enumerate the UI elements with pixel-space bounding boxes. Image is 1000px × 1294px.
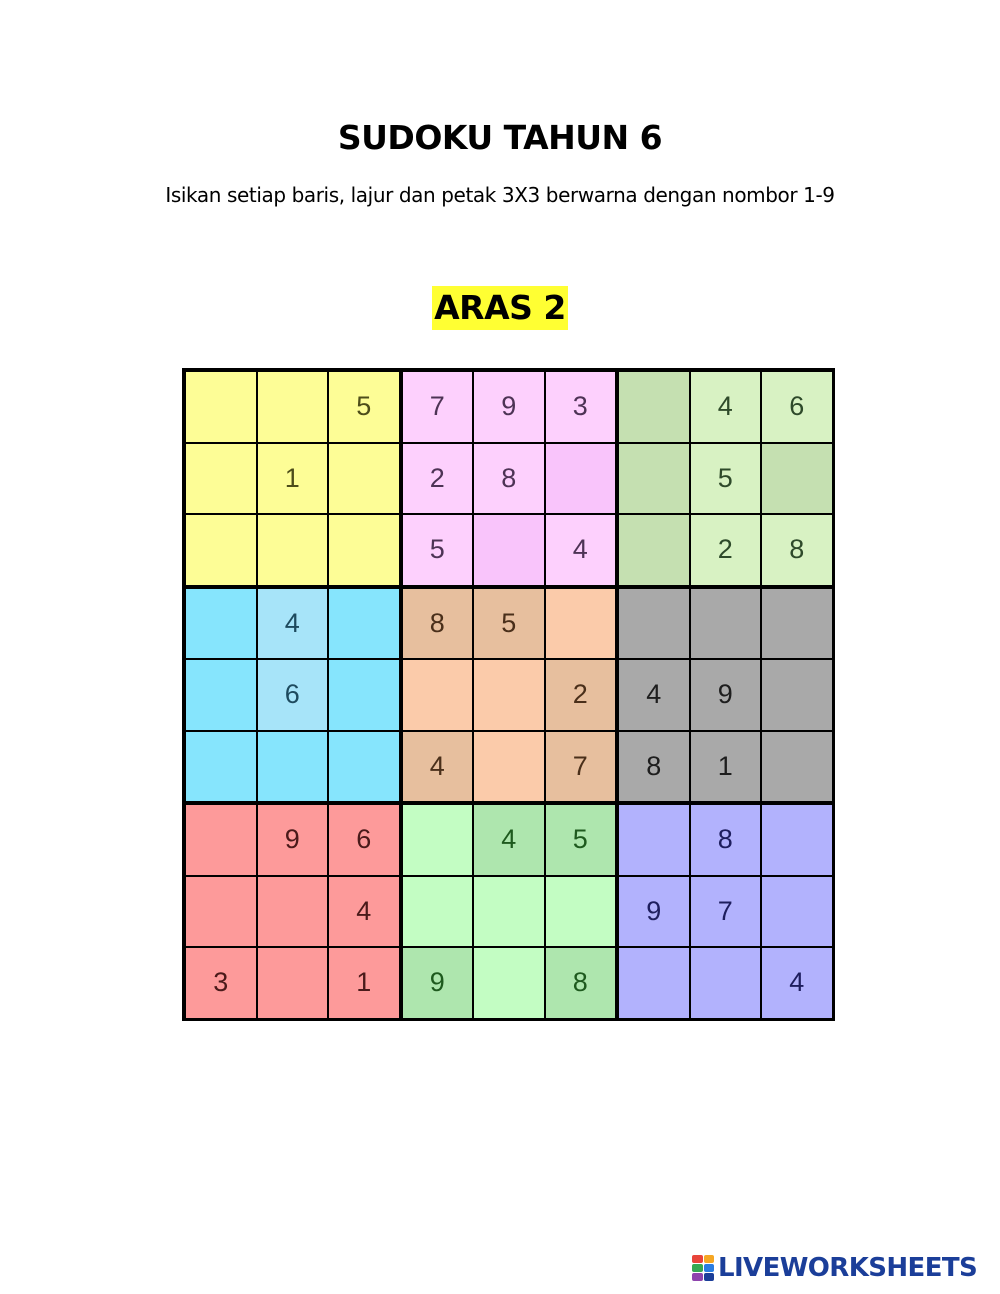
sudoku-cell[interactable] (329, 515, 399, 585)
sudoku-cell: 8 (546, 948, 616, 1018)
logo-square (704, 1255, 715, 1263)
sudoku-cell[interactable] (474, 877, 544, 947)
sudoku-cell[interactable] (546, 589, 616, 659)
sudoku-cell: 9 (619, 877, 689, 947)
sudoku-cell[interactable] (258, 877, 328, 947)
sudoku-cell: 7 (691, 877, 761, 947)
liveworksheets-logo-icon (692, 1255, 714, 1281)
sudoku-cell: 2 (691, 515, 761, 585)
sudoku-cell: 7 (403, 372, 473, 442)
sudoku-cell: 9 (691, 660, 761, 730)
sudoku-cell[interactable] (619, 515, 689, 585)
sudoku-cell[interactable] (762, 805, 832, 875)
level-label: ARAS 2 (432, 286, 568, 330)
sudoku-cell: 1 (258, 444, 328, 514)
sudoku-cell[interactable] (186, 515, 256, 585)
sudoku-cell: 9 (403, 948, 473, 1018)
sudoku-cell: 4 (762, 948, 832, 1018)
sudoku-cell[interactable] (546, 444, 616, 514)
sudoku-cell[interactable] (258, 372, 328, 442)
sudoku-cell: 3 (546, 372, 616, 442)
brand-name: LIVEWORKSHEETS (718, 1253, 978, 1283)
sudoku-cell[interactable] (619, 805, 689, 875)
logo-square (692, 1255, 703, 1263)
sudoku-cell[interactable] (329, 732, 399, 802)
logo-square (692, 1273, 703, 1281)
sudoku-cell[interactable] (403, 805, 473, 875)
sudoku-cell[interactable] (186, 732, 256, 802)
sudoku-cell[interactable] (186, 805, 256, 875)
sudoku-cell[interactable] (403, 877, 473, 947)
level-container (0, 286, 1000, 330)
sudoku-cell: 5 (546, 805, 616, 875)
logo-square (692, 1264, 703, 1272)
sudoku-cell[interactable] (186, 444, 256, 514)
sudoku-cell: 5 (474, 589, 544, 659)
sudoku-cell[interactable] (691, 948, 761, 1018)
sudoku-cell: 7 (546, 732, 616, 802)
sudoku-cell[interactable] (186, 877, 256, 947)
sudoku-cell[interactable] (258, 948, 328, 1018)
sudoku-cell: 6 (762, 372, 832, 442)
sudoku-cell[interactable] (474, 732, 544, 802)
sudoku-cell: 2 (546, 660, 616, 730)
sudoku-cell: 4 (546, 515, 616, 585)
sudoku-cell: 1 (691, 732, 761, 802)
sudoku-cell[interactable] (329, 660, 399, 730)
sudoku-cell[interactable] (619, 372, 689, 442)
sudoku-cell: 5 (329, 372, 399, 442)
sudoku-cell[interactable] (186, 372, 256, 442)
sudoku-cell[interactable] (258, 515, 328, 585)
sudoku-cell: 3 (186, 948, 256, 1018)
sudoku-cell[interactable] (762, 444, 832, 514)
sudoku-cell[interactable] (474, 948, 544, 1018)
sudoku-cell: 4 (619, 660, 689, 730)
sudoku-cell: 4 (403, 732, 473, 802)
sudoku-cell: 5 (691, 444, 761, 514)
sudoku-cell[interactable] (546, 877, 616, 947)
sudoku-cell: 8 (403, 589, 473, 659)
sudoku-cell: 8 (691, 805, 761, 875)
sudoku-cell[interactable] (762, 589, 832, 659)
sudoku-cell: 6 (258, 660, 328, 730)
sudoku-cell[interactable] (329, 444, 399, 514)
sudoku-cell[interactable] (619, 444, 689, 514)
sudoku-cell: 4 (258, 589, 328, 659)
sudoku-cell: 9 (474, 372, 544, 442)
sudoku-cell[interactable] (474, 660, 544, 730)
sudoku-cell: 8 (619, 732, 689, 802)
page-title: SUDOKU TAHUN 6 (337, 118, 663, 157)
sudoku-cell: 4 (691, 372, 761, 442)
sudoku-cell[interactable] (186, 589, 256, 659)
sudoku-cell[interactable] (691, 589, 761, 659)
sudoku-cell[interactable] (258, 732, 328, 802)
instruction-text: Isikan setiap baris, lajur dan petak 3X3 berwarna dengan nombor 1-9 (165, 183, 835, 207)
logo-square (704, 1273, 715, 1281)
sudoku-cell[interactable] (474, 515, 544, 585)
sudoku-cell: 8 (762, 515, 832, 585)
sudoku-cell[interactable] (186, 660, 256, 730)
footer-brand (692, 1253, 977, 1283)
sudoku-cell: 9 (258, 805, 328, 875)
sudoku-cell[interactable] (762, 660, 832, 730)
sudoku-cell[interactable] (329, 589, 399, 659)
sudoku-board (182, 368, 835, 1021)
sudoku-cell: 2 (403, 444, 473, 514)
sudoku-cell[interactable] (762, 877, 832, 947)
sudoku-cell: 4 (474, 805, 544, 875)
sudoku-cell: 1 (329, 948, 399, 1018)
sudoku-cell: 6 (329, 805, 399, 875)
sudoku-cell: 4 (329, 877, 399, 947)
sudoku-cell: 8 (474, 444, 544, 514)
sudoku-cell[interactable] (619, 948, 689, 1018)
sudoku-cell: 5 (403, 515, 473, 585)
sudoku-cell[interactable] (403, 660, 473, 730)
logo-square (704, 1264, 715, 1272)
sudoku-cell[interactable] (762, 732, 832, 802)
sudoku-cell[interactable] (619, 589, 689, 659)
